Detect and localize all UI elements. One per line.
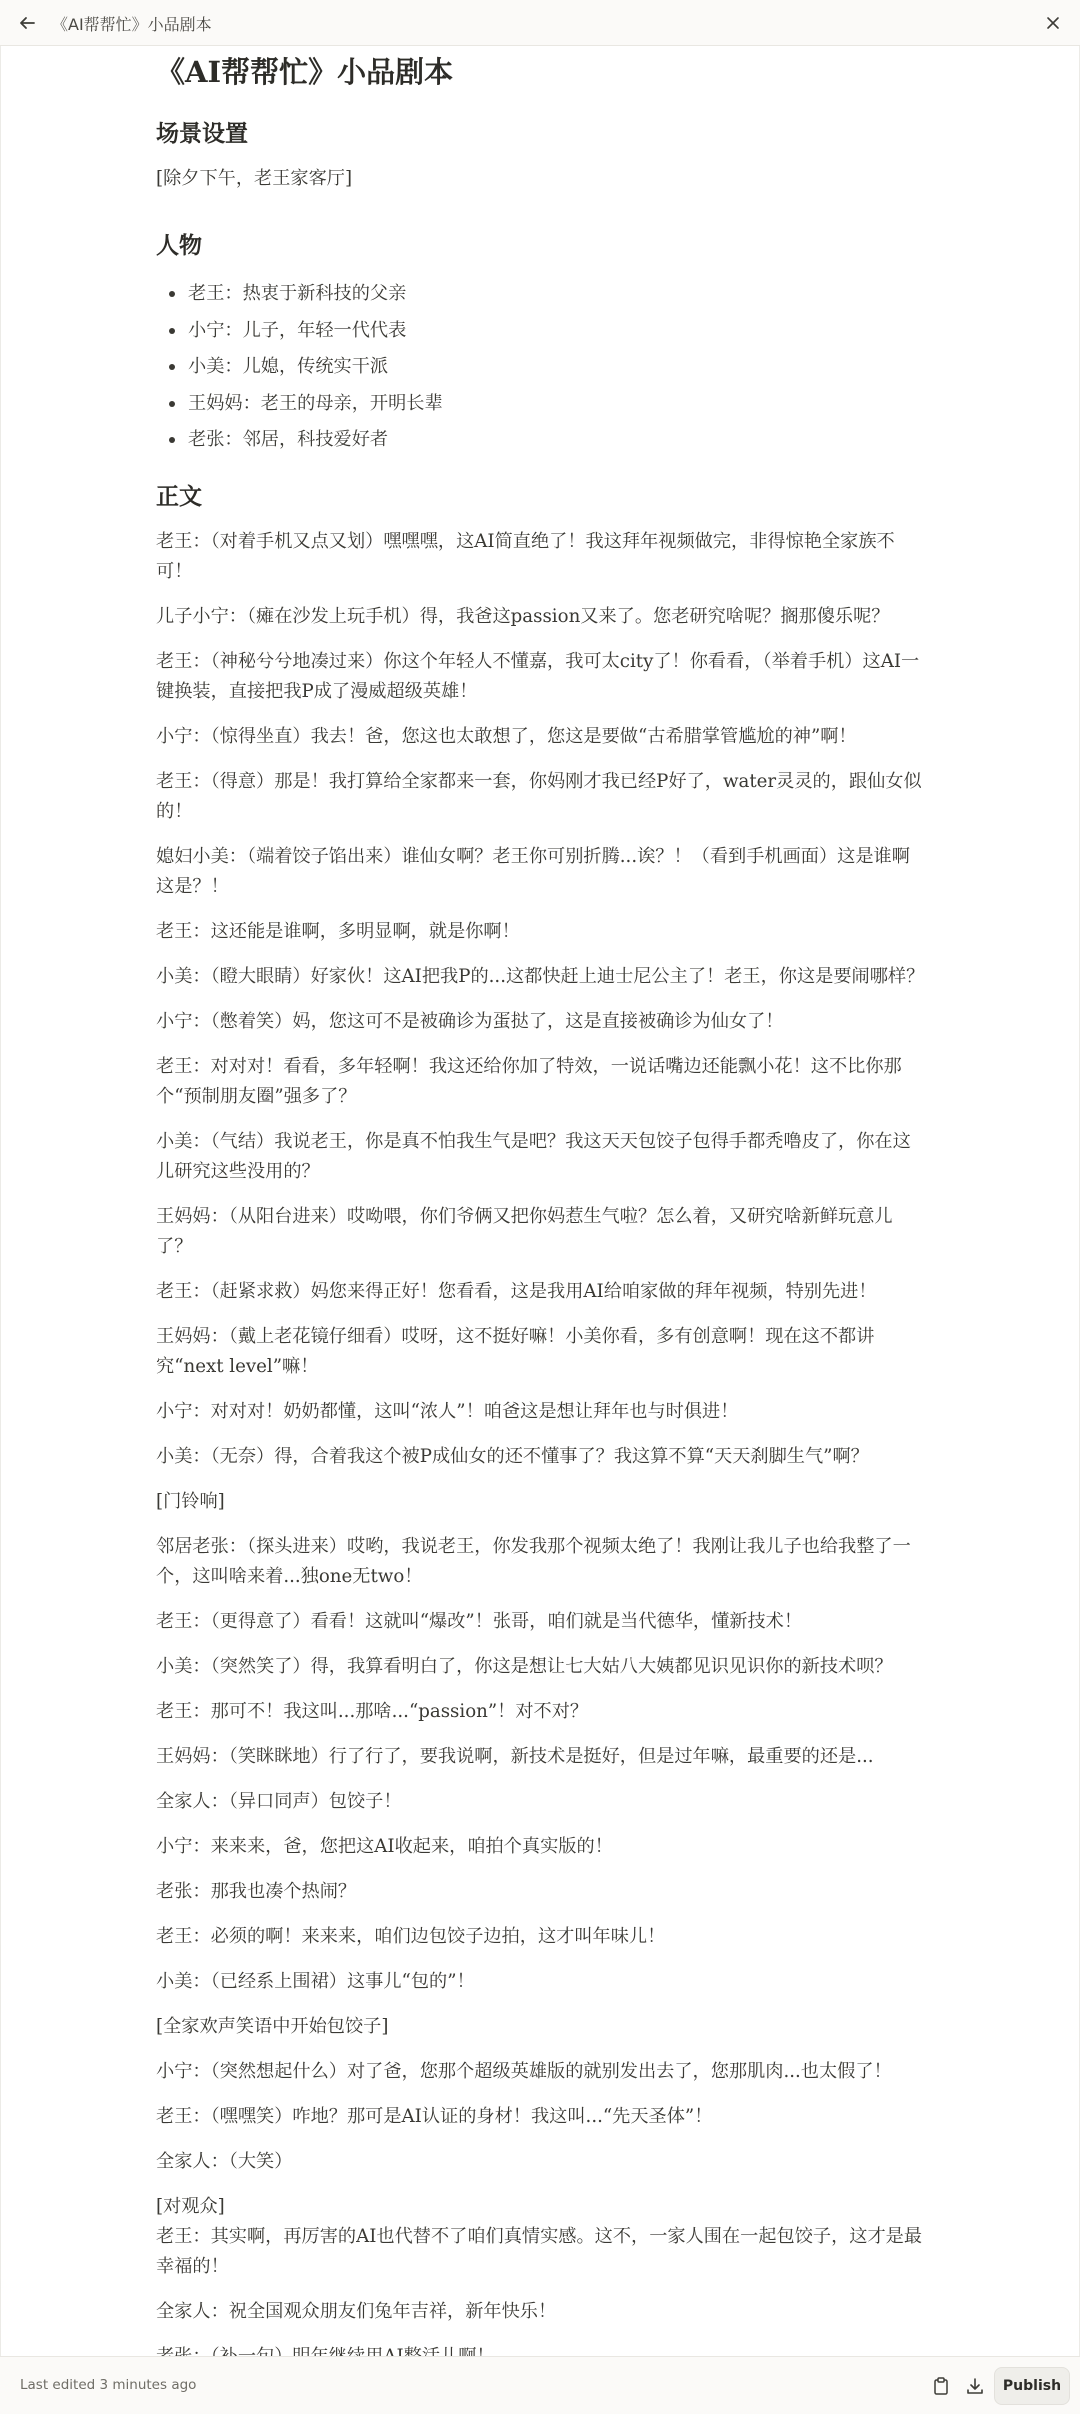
dialogue-line: 老王：必须的啊！来来来，咱们边包饺子边拍，这才叫年味儿！ [156, 1925, 666, 1947]
download-button[interactable] [960, 2371, 990, 2401]
dialogue-line: 老王：（赶紧求救）妈您来得正好！您看看，这是我用AI给咱家做的拜年视频，特别先进！ [156, 1280, 877, 1302]
dialogue-line: 老王：对对对！看看，多年轻啊！我这还给你加了特效，一说话嘴边还能飘小花！这不比你那个“预制朋友圈”强多了？ [156, 1055, 902, 1107]
character-list [156, 276, 926, 459]
clipboard-icon [933, 2377, 949, 2395]
publish-button[interactable]: Publish [994, 2367, 1070, 2405]
close-icon [1045, 15, 1061, 31]
dialogue-line: 老王：（更得意了）看看！这就叫“爆改”！张哥，咱们就是当代德华，懂新技术！ [156, 1610, 803, 1632]
dialogue-line: 邻居老张：（探头进来）哎哟，我说老王，你发我那个视频太绝了！我刚让我儿子也给我整了一个，这叫啥来着...独one无two！ [156, 1535, 911, 1587]
top-bar [0, 0, 1080, 46]
document-title: 《AI帮帮忙》小品剧本 [52, 15, 212, 34]
dialogue-line: 小宁：来来来，爸，您把这AI收起来，咱拍个真实版的！ [156, 1835, 613, 1857]
dialogue-line: 老张：那我也凑个热闹？ [156, 1880, 357, 1902]
dialogue-line: 媳妇小美：（端着饺子馅出来）谁仙女啊？老王你可别折腾...诶？！（看到手机画面）这是谁啊这是？！ [156, 845, 910, 897]
list-item: 小美：儿媳，传统实干派 [156, 349, 926, 386]
dialogue-line: 小宁：（突然想起什么）对了爸，您那个超级英雄版的就别发出去了，您那肌肉...也太假了！ [156, 2060, 892, 2082]
last-edited-status: Last edited 3 minutes ago [20, 2377, 197, 2393]
list-item: 王妈妈：老王的母亲，开明长辈 [156, 386, 926, 423]
dialogue-line: 小美：（气结）我说老王，你是真不怕我生气是吧？我这天天包饺子包得手都秃噜皮了，你在这儿研究这些没用的？ [156, 1130, 911, 1182]
dialogue-line: 老王：（对着手机又点又划）嘿嘿嘿，这AI简直绝了！我这拜年视频做完，非得惊艳全家族不可！ [156, 530, 895, 582]
dialogue-line: 老王：（得意）那是！我打算给全家都来一套，你妈刚才我已经P好了，water灵灵的，跟仙女似的！ [156, 770, 922, 822]
dialogue-line: 小美：（无奈）得，合着我这个被P成仙女的还不懂事了？我这算不算“天天刹脚生气”啊？ [156, 1445, 869, 1467]
dialogue-line: 儿子小宁：（瘫在沙发上玩手机）得，我爸这passion又来了。您老研究啥呢？搁那傻乐呢？ [156, 605, 890, 627]
bottom-bar [0, 2356, 1080, 2414]
document-content [156, 52, 926, 2414]
dialogue-line: 小宁：对对对！奶奶都懂，这叫“浓人”！咱爸这是想让拜年也与时俱进！ [156, 1400, 739, 1422]
dialogue-line: 小美：（瞪大眼睛）好家伙！这AI把我P的...这都快赶上迪士尼公主了！老王，你这是要闹哪样？ [156, 965, 925, 987]
dialogue-line: 老王：（神秘兮兮地凑过来）你这个年轻人不懂嘉，我可太city了！你看看，（举着手机）这AI一键换装，直接把我P成了漫威超级英雄！ [156, 650, 920, 702]
characters-heading: 人物 [156, 232, 202, 259]
list-item: 老张：邻居，科技爱好者 [156, 422, 926, 459]
body-heading: 正文 [156, 482, 202, 510]
dialogue-line: 王妈妈：（从阳台进来）哎呦喂，你们爷俩又把你妈惹生气啦？怎么着，又研究啥新鲜玩意儿了？ [156, 1205, 893, 1257]
close-button[interactable] [1038, 8, 1068, 38]
scene-heading: 场景设置 [156, 120, 248, 147]
dialogue-line: 全家人：祝全国观众朋友们兔年吉祥，新年快乐！ [156, 2300, 557, 2322]
back-button[interactable] [12, 8, 42, 38]
list-item: 老王：热衷于新科技的父亲 [156, 276, 926, 313]
dialogue-line: 全家人：（异口同声）包饺子！ [156, 1790, 402, 1812]
audience-block [156, 2192, 926, 2282]
scene-setting: [除夕下午，老王家客厅] [156, 168, 353, 189]
copy-button[interactable] [926, 2371, 956, 2401]
dialogue-line: 老王：其实啊，再厉害的AI也代替不了咱们真情实感。这不，一家人围在一起包饺子，这才是最幸福的！ [156, 2225, 923, 2277]
dialogue-line: 小美：（突然笑了）得，我算看明白了，你这是想让七大姑八大姨都见识见识你的新技术呗？ [156, 1655, 893, 1677]
dialogue-line: 老王：这还能是谁啊，多明显啊，就是你啊！ [156, 920, 520, 942]
script-lines [156, 527, 926, 2177]
left-border [0, 46, 1, 2356]
stage-direction: [对观众] [156, 2195, 225, 2217]
dialogue-line: 小宁：（惊得坐直）我去！爸，您这也太敢想了，您这是要做“古希腊掌管尴尬的神”啊！ [156, 725, 857, 747]
dialogue-line: 老王：那可不！我这叫...那啥...“passion”！对不对？ [156, 1700, 589, 1722]
stage-direction: [门铃响] [156, 1490, 225, 1512]
list-item: 小宁：儿子，年轻一代代表 [156, 313, 926, 350]
download-icon [966, 2377, 984, 2395]
dialogue-line: 小美：（已经系上围裙）这事儿“包的”！ [156, 1970, 475, 1992]
arrow-left-icon [18, 14, 36, 32]
stage-direction: [全家欢声笑语中开始包饺子] [156, 2015, 389, 2037]
dialogue-line: 老王：（嘿嘿笑）咋地？那可是AI认证的身材！我这叫...“先天圣体”！ [156, 2105, 713, 2127]
dialogue-line: 全家人：（大笑） [156, 2150, 293, 2172]
dialogue-line: 王妈妈：（戴上老花镜仔细看）哎呀，这不挺好嘛！小美你看，多有创意啊！现在这不都讲究“next level”嘛！ [156, 1325, 875, 1377]
page-title: 《AI帮帮忙》小品剧本 [156, 55, 454, 89]
dialogue-line: 小宁：（憋着笑）妈，您这可不是被确诊为蛋挞了，这是直接被确诊为仙女了！ [156, 1010, 784, 1032]
dialogue-line: 王妈妈：（笑眯眯地）行了行了，要我说啊，新技术是挺好，但是过年嘛，最重要的还是... [156, 1745, 874, 1767]
